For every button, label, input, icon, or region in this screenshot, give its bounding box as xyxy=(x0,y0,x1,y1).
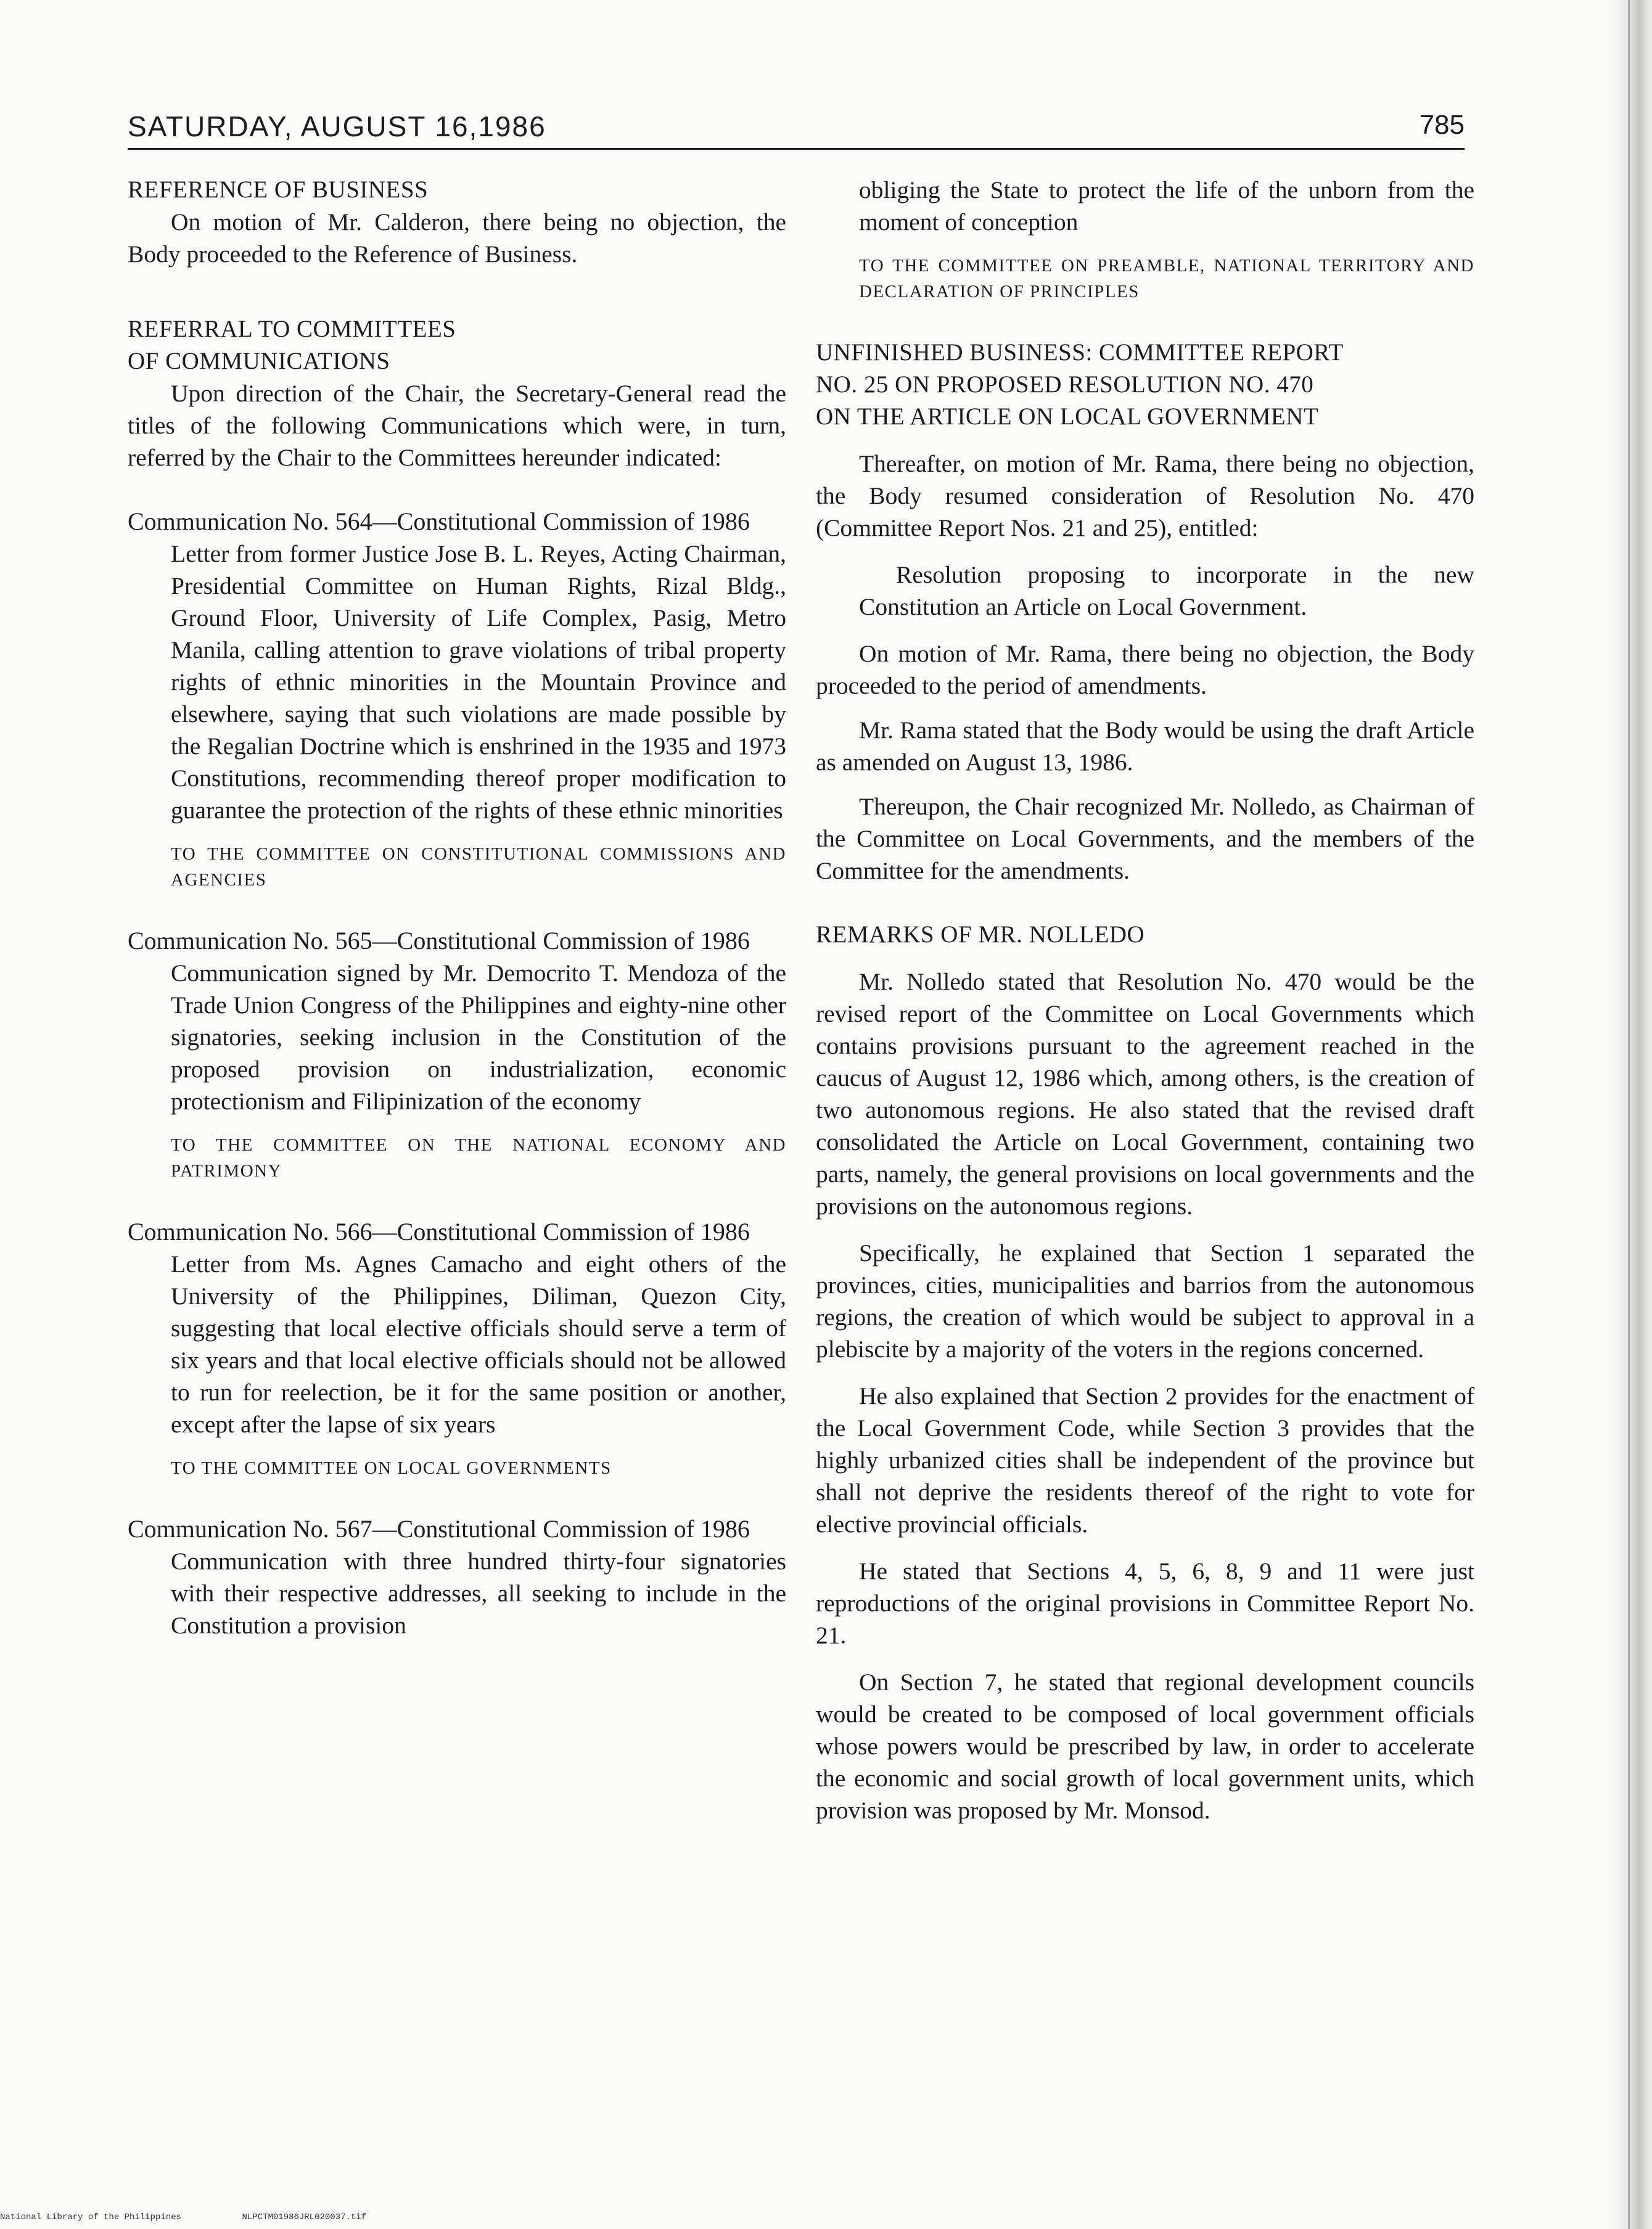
section-heading: REFERENCE OF BUSINESS xyxy=(128,176,429,203)
paragraph: Specifically, he explained that Section 1 separated the provinces, cities, municipalities and barrios from the autonomous regions, the creation of which would be subject to approval in a plebiscite by a majority of the voters in the regions concerned. xyxy=(816,1239,1474,1363)
communication-body: Communication with three hundred thirty-four signatories with their respective addresses, all seeking to include in the Constitution a provision xyxy=(171,1548,786,1639)
footer-file: NLPCTM01986JRL020037.tif xyxy=(242,2212,367,2222)
paragraph: Upon direction of the Chair, the Secretary-General read the titles of the following Communications which were, in turn, referred by the Chair to the Committees hereunder indicated: xyxy=(128,380,786,471)
communication-body: Communication signed by Mr. Democrito T. Mendoza of the Trade Union Congress of the Philippines and eighty-nine other signatories, seeking inclusion in the Constitution of the proposed provision on industrialization, economic protectionism and Filipinization of the economy xyxy=(171,959,786,1115)
section-heading: REMARKS OF MR. NOLLEDO xyxy=(816,921,1145,948)
header-date: SATURDAY, AUGUST 16,1986 xyxy=(128,110,546,142)
paragraph: On motion of Mr. Calderon, there being no objection, the Body proceeded to the Reference of Business. xyxy=(128,208,786,268)
paragraph: Thereafter, on motion of Mr. Rama, there being no objection, the Body resumed consideration of Resolution No. 470 (Committee Report Nos. 21 and 25), entitled: xyxy=(816,450,1474,541)
paragraph: Thereupon, the Chair recognized Mr. Nolledo, as Chairman of the Committee on Local Governments, and the members of the Committee for the amendments. xyxy=(816,793,1474,884)
footer-library: National Library of the Philippines xyxy=(0,2212,182,2222)
paragraph: He also explained that Section 2 provides for the enactment of the Local Government Code, while Section 3 provides that the highly urbanized cities shall be independent of the province but shall not deprive the residents thereof of the right to vote for elective provincial officials. xyxy=(816,1382,1474,1538)
committee-referral: TO THE COMMITTEE ON LOCAL GOVERNMENTS xyxy=(171,1458,612,1478)
paragraph: On Section 7, he stated that regional development councils would be created to be composed of local government officials whose powers would be prescribed by law, in order to accelerate the economic and social growth of local government units, which provision was proposed by Mr. Monsod. xyxy=(816,1669,1474,1824)
committee-referral: TO THE COMMITTEE ON THE NATIONAL ECONOMY AND PATRIMONY xyxy=(171,1135,786,1181)
communication-title: Communication No. 565—Constitutional Commission of 1986 xyxy=(128,927,750,954)
communication-body-continued: obliging the State to protect the life of the unborn from the moment of conception xyxy=(859,176,1474,236)
scan-edge-line xyxy=(1628,0,1630,2229)
page-number: 785 xyxy=(1419,110,1465,140)
communication-title: Communication No. 567—Constitutional Commission of 1986 xyxy=(128,1515,750,1543)
left-column xyxy=(128,174,786,1641)
communication-title: Communication No. 566—Constitutional Commission of 1986 xyxy=(128,1218,750,1246)
section-heading: NO. 25 ON PROPOSED RESOLUTION NO. 470 xyxy=(816,371,1314,398)
scan-edge-shadow xyxy=(1609,0,1652,2229)
scan-footer xyxy=(0,2212,422,2222)
section-heading: UNFINISHED BUSINESS: COMMITTEE REPORT xyxy=(816,339,1344,366)
paragraph: Mr. Nolledo stated that Resolution No. 470 would be the revised report of the Committee on Local Governments which contains provisions pursuant to the agreement reached in the caucus of August 12, 1986 which, among others, is the creation of two autonomous regions. He also stated that the revised draft consolidated the Article on Local Government, containing two parts, namely, the general provisions on local governments and the provisions on the autonomous regions. xyxy=(816,968,1474,1220)
resolution-quote: Resolution proposing to incorporate in the new Constitution an Article on Local Government. xyxy=(859,561,1474,620)
section-heading: OF COMMUNICATIONS xyxy=(128,348,390,374)
paragraph: He stated that Sections 4, 5, 6, 8, 9 and 11 were just reproductions of the original provisions in Committee Report No. 21. xyxy=(816,1558,1474,1649)
communication-title: Communication No. 564—Constitutional Commission of 1986 xyxy=(128,507,750,535)
paragraph: On motion of Mr. Rama, there being no objection, the Body proceeded to the period of amendments. xyxy=(816,640,1474,699)
paragraph: Mr. Rama stated that the Body would be using the draft Article as amended on August 13, 1986. xyxy=(816,716,1474,776)
header-rule xyxy=(128,148,1465,150)
committee-referral: TO THE COMMITTEE ON PREAMBLE, NATIONAL TERRITORY AND DECLARATION OF PRINCIPLES xyxy=(859,256,1474,302)
section-heading: REFERRAL TO COMMITTEES xyxy=(128,316,456,342)
communication-body: Letter from Ms. Agnes Camacho and eight others of the University of the Philippines, Diliman, Quezon City, suggesting that local elective officials should serve a term of six years and that local elective officials should not be allowed to run for reelection, be it for the same position or another, except after the lapse of six years xyxy=(171,1250,786,1438)
section-heading: ON THE ARTICLE ON LOCAL GOVERNMENT xyxy=(816,403,1319,430)
right-column xyxy=(816,174,1474,1826)
committee-referral: TO THE COMMITTEE ON CONSTITUTIONAL COMMISSIONS AND AGENCIES xyxy=(171,844,786,890)
running-header xyxy=(128,110,1465,153)
communication-body: Letter from former Justice Jose B. L. Reyes, Acting Chairman, Presidential Committee on Human Rights, Rizal Bldg., Ground Floor, University of Life Complex, Pasig, Metro Manila, calling attention to grave violations of tribal property rights of ethnic minorities in the Mountain Province and elsewhere, saying that such violations are made possible by the Regalian Doctrine which is enshrined in the 1935 and 1973 Constitutions, recommending thereof proper modification to guarantee the protection of the rights of these ethnic minorities xyxy=(171,540,786,824)
